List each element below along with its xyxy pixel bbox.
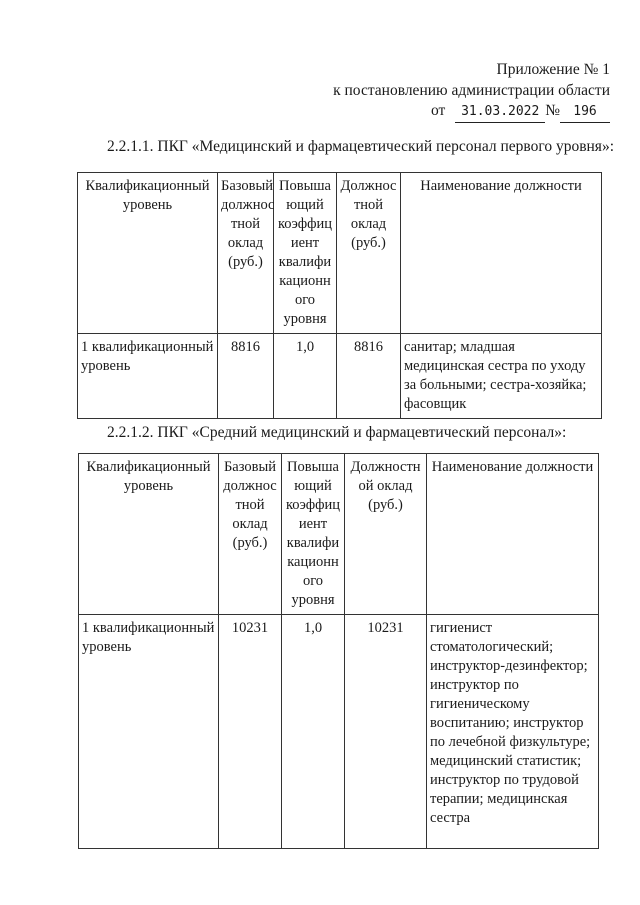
document-number: 196 [560, 102, 610, 123]
appendix-subtitle: к постановлению администрации области [333, 82, 610, 99]
table-cell: гигиенист стоматологический; инструктор-дезинфектор; инструктор по гигиеническому воспитанию; инструктор по лечебной физкультуре; медицинский статистик; инструктор по трудовой терапии; медицинская сестра [427, 615, 599, 849]
table-cell: 1,0 [282, 615, 345, 849]
column-header: Базовый должнос тной оклад (руб.) [219, 454, 282, 615]
section1-table [77, 172, 602, 419]
column-header: Квалификационный уровень [79, 454, 219, 615]
column-header: Повыша ющий коэффиц иент квалифи кационн ого уровня [274, 173, 337, 334]
table-row [78, 334, 602, 419]
section2-table [78, 453, 599, 849]
table-cell: 1 квалификационный уровень [78, 334, 218, 419]
date-prefix: от [431, 102, 446, 119]
table-row [79, 615, 599, 849]
column-header: Повыша ющий коэффиц иент квалифи кационн ого уровня [282, 454, 345, 615]
number-prefix: № [545, 102, 560, 119]
table-cell: 8816 [337, 334, 401, 419]
column-header: Базовый должнос тной оклад (руб.) [218, 173, 274, 334]
column-header: Должнос тной оклад (руб.) [337, 173, 401, 334]
table-header-row [78, 173, 602, 334]
document-date: 31.03.2022 [455, 102, 545, 123]
appendix-date-line [431, 101, 610, 123]
column-header: Наименование должности [401, 173, 602, 334]
column-header: Квалификационный уровень [78, 173, 218, 334]
column-header: Должностн ой оклад (руб.) [345, 454, 427, 615]
table-cell: 1,0 [274, 334, 337, 419]
table-cell: санитар; младшая медицинская сестра по уходу за больными; сестра-хозяйка; фасовщик [401, 334, 602, 419]
column-header: Наименование должности [427, 454, 599, 615]
table-header-row [79, 454, 599, 615]
table-cell: 10231 [219, 615, 282, 849]
section2-title: 2.2.1.2. ПКГ «Средний медицинский и фармацевтический персонал»: [107, 424, 567, 441]
table-cell: 10231 [345, 615, 427, 849]
table-cell: 8816 [218, 334, 274, 419]
table-cell: 1 квалификационный уровень [79, 615, 219, 849]
section1-title: 2.2.1.1. ПКГ «Медицинский и фармацевтический персонал первого уровня»: [107, 138, 614, 155]
appendix-title: Приложение № 1 [496, 61, 610, 78]
